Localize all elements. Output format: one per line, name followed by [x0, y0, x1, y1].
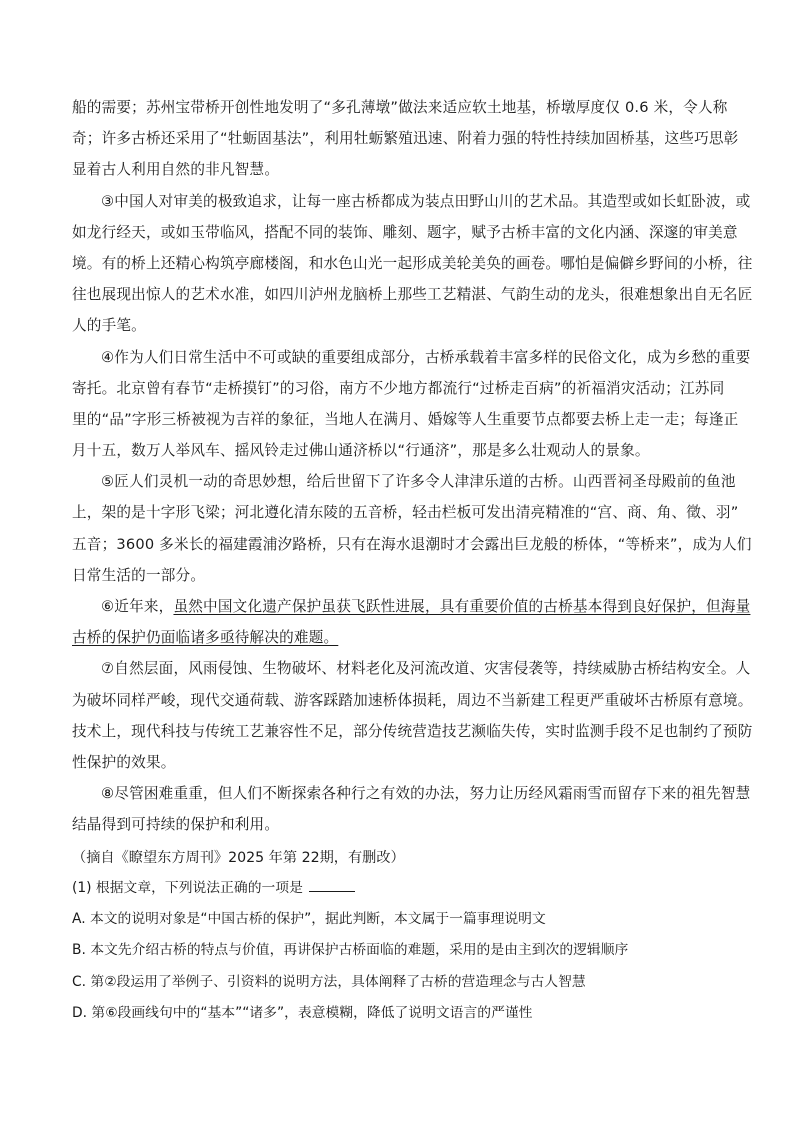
- paragraph-7: [72, 653, 753, 778]
- question-stem-text: (1) 根据文章，下列说法正确的一项是: [72, 879, 303, 896]
- text-line: 五音；3600 多米长的福建霞浦汐路桥，只有在海水退潮时才会露出巨龙般的桥体，“等桥来”，成为人们: [72, 535, 752, 553]
- text-line: 往也展现出惊人的艺术水准，如四川泸州龙脑桥上那些工艺精湛、气韵生动的龙头，很难想象出自无名匠: [72, 286, 753, 304]
- text-line: [72, 622, 722, 653]
- text-line: ⑦自然层面，风雨侵蚀、生物破坏、材料老化及河流改道、灾害侵袭等，持续威胁古桥结构安全。人: [101, 660, 751, 678]
- text-line: 月十五，数万人举风车、摇风铃走过佛山通济桥以“行通济”，那是多么壮观动人的景象。: [72, 442, 650, 460]
- paragraph-8: [72, 778, 751, 840]
- text-line: ⑧尽管困难重重，但人们不断探索各种行之有效的办法，努力让历经风霜雨雪而留存下来的祖先智慧: [101, 785, 751, 803]
- question-stem: [72, 873, 722, 904]
- text-line: ⑤匠人们灵机一动的奇思妙想，给后世留下了许多令人津津乐道的古桥。山西晋祠圣母殿前的鱼池: [101, 473, 736, 491]
- text-line: 结晶得到可持续的保护和利用。: [72, 816, 280, 834]
- text-line: 性保护的效果。: [72, 753, 176, 771]
- paragraph-6-lead: ⑥近年来，: [101, 598, 174, 615]
- text-line: ③中国人对审美的极致追求，让每一座古桥都成为装点田野山川的艺术品。其造型或如长虹卧波，或: [101, 192, 751, 210]
- underlined-sentence-part-1: 虽然中国文化遗产保护虽获飞跃性进展，具有重要价值的古桥基本得到良好保护，但海量: [173, 598, 751, 615]
- text-line: 日常生活的一部分。: [72, 566, 206, 584]
- text-line: 上，架的是十字形飞梁；河北遵化清东陵的五音桥，轻击栏板可发出清亮精准的“宫、商、角、徵、羽”: [72, 504, 739, 522]
- paragraph-3: [72, 186, 753, 342]
- paragraph-4: [72, 342, 751, 467]
- text-line: 为破坏同样严峻，现代交通荷载、游客踩踏加速桥体损耗，周边不当新建工程更严重破坏古桥原有意境。: [72, 691, 753, 709]
- option-b[interactable]: B. 本文先介绍古桥的特点与价值，再讲保护古桥面临的难题，采用的是由主到次的逻辑顺序: [72, 942, 629, 959]
- option-d[interactable]: D. 第⑥段画线句中的“基本”“诸多”，表意模糊，降低了说明文语言的严谨性: [72, 1005, 533, 1022]
- text-line: 显着古人利用自然的非凡智慧。: [72, 161, 280, 179]
- text-line: ④作为人们日常生活中不可或缺的重要组成部分，古桥承载着丰富多样的民俗文化，成为乡愁的重要: [101, 348, 751, 366]
- text-line: 里的“品”字形三桥被视为吉祥的象征，当地人在满月、婚嫁等人生重要节点都要去桥上走一走；每逢正: [72, 410, 739, 428]
- document-page: [72, 92, 753, 1029]
- option-a[interactable]: A. 本文的说明对象是“中国古桥的保护”，据此判断，本文属于一篇事理说明文: [72, 910, 546, 927]
- option-c[interactable]: C. 第②段运用了举例子、引资料的说明方法，具体阐释了古桥的营造理念与古人智慧: [72, 973, 586, 990]
- question-block: [72, 873, 722, 1030]
- text-line: 境。有的桥上还精心构筑亭廊楼阁，和水色山光一起形成美轮美奂的画卷。哪怕是偏僻乡野间的小桥，往: [72, 254, 753, 272]
- paragraph-6: [72, 591, 751, 653]
- text-line: 奇；许多古桥还采用了“牡蛎固基法”，利用牡蛎繁殖迅速、附着力强的特性持续加固桥基，这些巧思彰: [72, 130, 739, 148]
- text-line: [72, 591, 751, 622]
- source-citation: （摘自《瞭望东方周刊》2025 年第 22期，有删改）: [72, 849, 405, 866]
- underlined-sentence-part-2: 古桥的保护仍面临诸多亟待解决的难题。: [72, 629, 339, 647]
- text-line: 人的手笔。: [72, 317, 146, 335]
- paragraph-5: [72, 466, 752, 591]
- paragraph-2-continued: [72, 92, 739, 186]
- answer-blank[interactable]: [309, 877, 355, 892]
- text-line: 技术上，现代科技与传统工艺兼容性不足，部分传统营造技艺濒临失传，实时监测手段不足也制约了预防: [72, 722, 753, 740]
- text-line: 寄托。北京曾有春节“走桥摸钉”的习俗，南方不少地方都流行“过桥走百病”的祈福消灾活动；江苏同: [72, 379, 725, 397]
- text-line: 如龙行经天，或如玉带临风，搭配不同的装饰、雕刻、题字，赋予古桥丰富的文化内涵、深邃的审美意: [72, 223, 738, 241]
- text-line: 船的需要；苏州宝带桥开创性地发明了“多孔薄墩”做法来适应软土地基，桥墩厚度仅 0.6 米，令人称: [72, 99, 728, 116]
